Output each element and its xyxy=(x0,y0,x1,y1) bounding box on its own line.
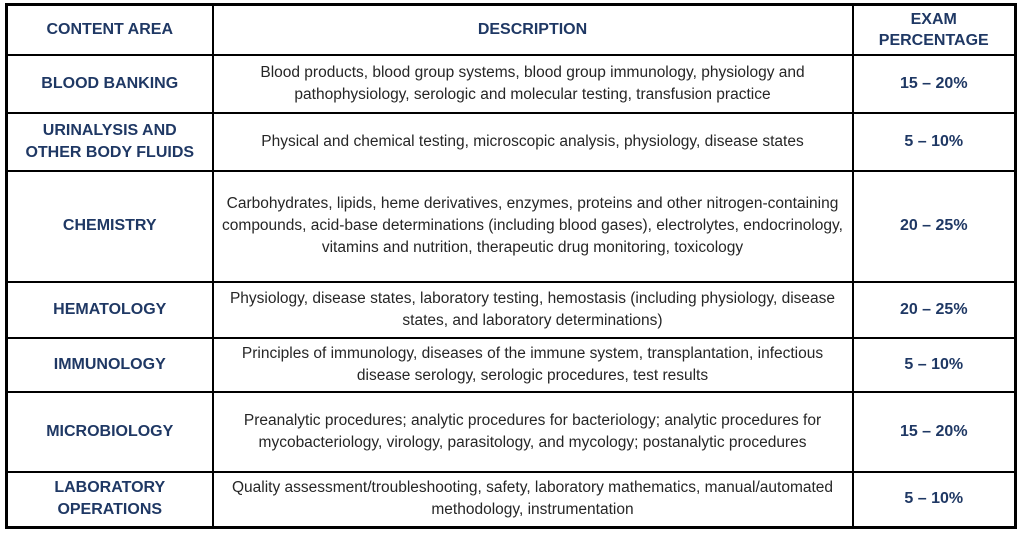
description-cell: Physical and chemical testing, microscopic analysis, physiology, disease states xyxy=(213,113,853,171)
content-area-cell: LABORATORY OPERATIONS xyxy=(7,472,213,528)
table-row xyxy=(7,171,1016,282)
description-cell: Principles of immunology, diseases of the immune system, transplantation, infectious disease serology, serologic procedures, test results xyxy=(213,338,853,392)
header-content-area: CONTENT AREA xyxy=(7,5,213,55)
table-row xyxy=(7,392,1016,472)
description-cell: Blood products, blood group systems, blood group immunology, physiology and pathophysiology, serologic and molecular testing, transfusion practice xyxy=(213,55,853,113)
percentage-cell: 15 – 20% xyxy=(853,55,1016,113)
description-cell: Quality assessment/troubleshooting, safety, laboratory mathematics, manual/automated methodology, instrumentation xyxy=(213,472,853,528)
header-exam-percentage: EXAM PERCENTAGE xyxy=(853,5,1016,55)
percentage-cell: 5 – 10% xyxy=(853,338,1016,392)
description-cell: Physiology, disease states, laboratory testing, hemostasis (including physiology, disease states, and laboratory determinations) xyxy=(213,282,853,338)
header-description: DESCRIPTION xyxy=(213,5,853,55)
table-row xyxy=(7,338,1016,392)
table-header xyxy=(7,5,1016,55)
table-body xyxy=(7,55,1016,528)
table-row xyxy=(7,472,1016,528)
content-area-cell: IMMUNOLOGY xyxy=(7,338,213,392)
content-area-cell: BLOOD BANKING xyxy=(7,55,213,113)
table-row xyxy=(7,55,1016,113)
table-row xyxy=(7,113,1016,171)
table-row xyxy=(7,282,1016,338)
content-area-cell: CHEMISTRY xyxy=(7,171,213,282)
content-area-cell: HEMATOLOGY xyxy=(7,282,213,338)
percentage-cell: 5 – 10% xyxy=(853,472,1016,528)
description-cell: Preanalytic procedures; analytic procedures for bacteriology; analytic procedures for mycobacteriology, virology, parasitology, and mycology; postanalytic procedures xyxy=(213,392,853,472)
content-area-cell: URINALYSIS AND OTHER BODY FLUIDS xyxy=(7,113,213,171)
description-cell: Carbohydrates, lipids, heme derivatives, enzymes, proteins and other nitrogen-containing compounds, acid-base determinations (including blood gases), electrolytes, endocrinology, vitamins and nutrition, therapeutic drug monitoring, toxicology xyxy=(213,171,853,282)
exam-content-table xyxy=(5,3,1017,529)
content-area-cell: MICROBIOLOGY xyxy=(7,392,213,472)
percentage-cell: 5 – 10% xyxy=(853,113,1016,171)
header-row xyxy=(7,5,1016,55)
percentage-cell: 15 – 20% xyxy=(853,392,1016,472)
percentage-cell: 20 – 25% xyxy=(853,171,1016,282)
percentage-cell: 20 – 25% xyxy=(853,282,1016,338)
